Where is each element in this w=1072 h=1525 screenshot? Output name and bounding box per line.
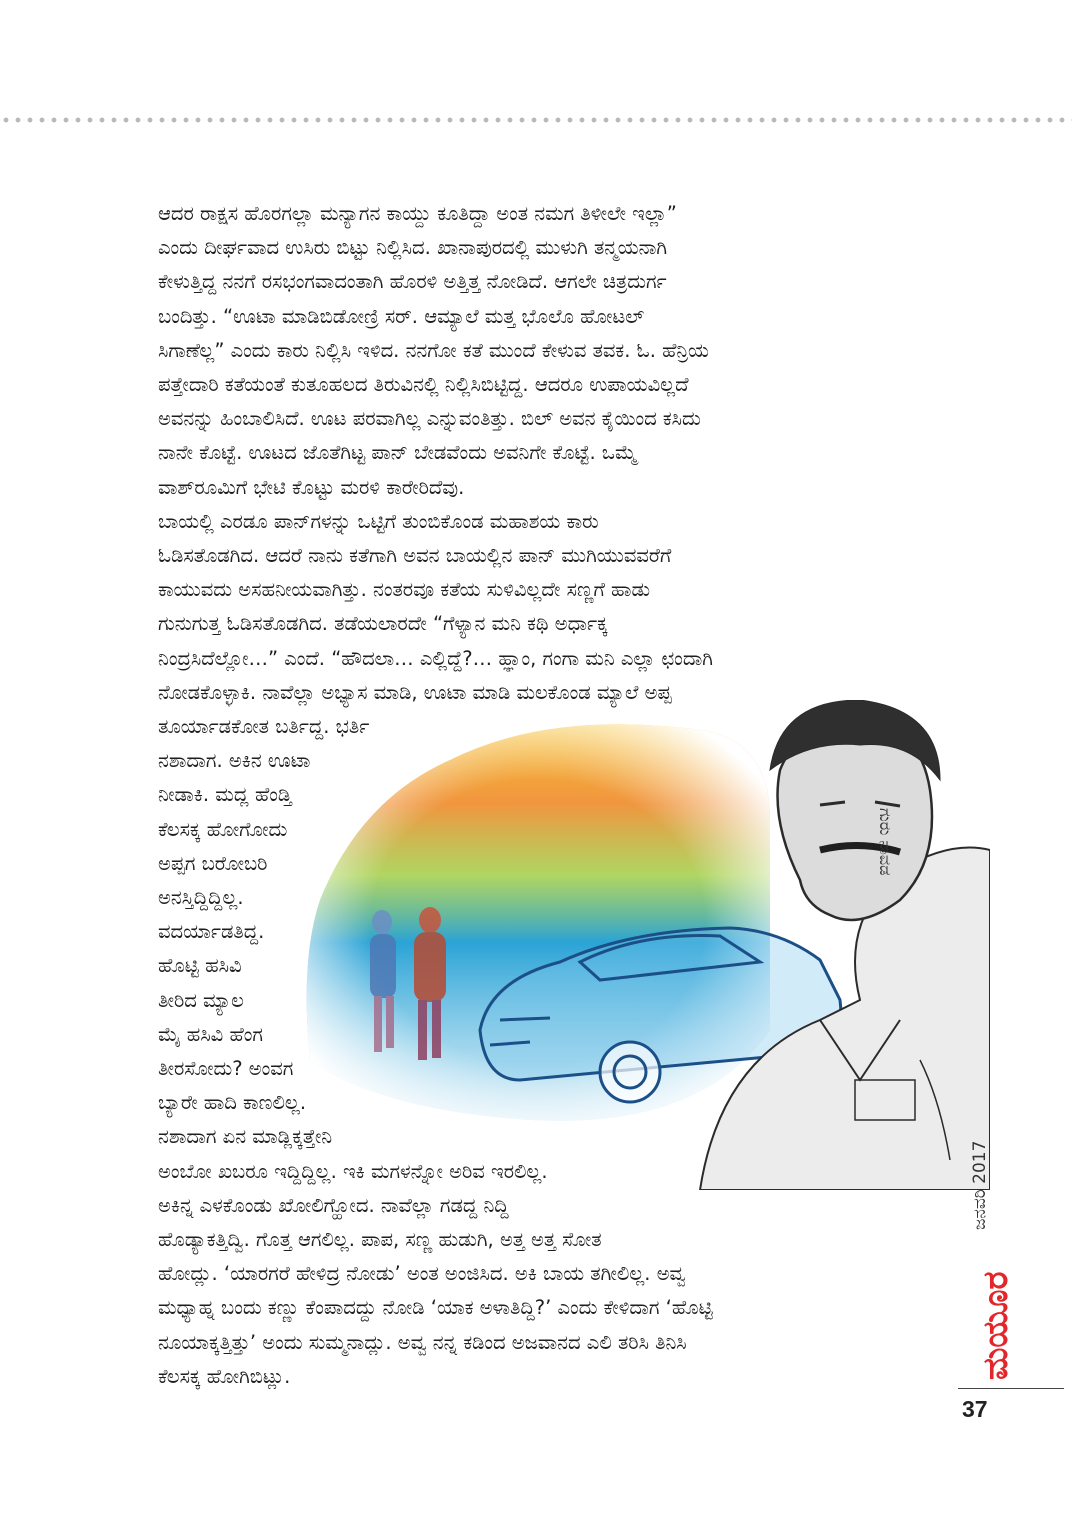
article-line: ಮೈ ಹಸಿವಿ ಹೆಂಗ [158, 1022, 263, 1046]
magazine-name: ಮಯೂರ [976, 1271, 1016, 1380]
article-line: ನೋಡಕೊಳ್ಳಾಕಿ. ನಾವೆಲ್ಲಾ ಅಭ್ಯಾಸ ಮಾಡಿ, ಊಟಾ ಮಾಡಿ ಮಲಕೊಂಡ ಮ್ಯಾಲೆ ಅಪ್ಪ [158, 680, 672, 704]
article-line: ಬಾಯಲ್ಲಿ ಎರಡೂ ಪಾನ್‌ಗಳನ್ನು ಒಟ್ಟಿಗೆ ತುಂಬಿಕೊಂಡ ಮಹಾಶಯ ಕಾರು [158, 509, 599, 533]
article-line: ಅವನನ್ನು ಹಿಂಬಾಲಿಸಿದೆ. ಊಟ ಪರವಾಗಿಲ್ಲ ಎನ್ನುವಂತಿತ್ತು. ಬಿಲ್ ಅವನ ಕೈಯಿಂದ ಕಸಿದು [158, 407, 701, 431]
article-line: ಅಕಿನ್ನ ಎಳಕೊಂಡು ಖೋಲಿಗ್ಹೋದ. ನಾವೆಲ್ಲಾ ಗಡದ್ದ ನಿದ್ದಿ [158, 1193, 509, 1217]
article-line: ಕೇಳುತ್ತಿದ್ದ ನನಗೆ ರಸಭಂಗವಾದಂತಾಗಿ ಹೊರಳಿ ಅತ್ತಿತ್ತ ನೋಡಿದೆ. ಆಗಲೇ ಚಿತ್ರದುರ್ಗ [158, 270, 667, 294]
article-line: ನೂಯಾಕ್ಕತ್ತಿತ್ತು’ ಅಂದು ಸುಮ್ಮನಾದ್ಲು. ಅವ್ವ ನನ್ನ ಕಡಿಂದ ಅಜವಾನದ ಎಲಿ ತರಿಸಿ ತಿನಿಸಿ [158, 1330, 687, 1354]
article-line: ಕೆಲಸಕ್ಕ ಹೋಗೋದು [158, 817, 288, 841]
article-line: ಸಿಗಾಣೆಲ್ಲ” ಎಂದು ಕಾರು ನಿಲ್ಲಿಸಿ ಇಳಿದ. ನನಗೋ ಕತೆ ಮುಂದೆ ಕೇಳುವ ತವಕ. ಓ. ಹೆನ್ರಿಯ [158, 338, 709, 362]
article-line: ಬ್ಯಾರೇ ಹಾದಿ ಕಾಣಲಿಲ್ಲ. [158, 1091, 307, 1115]
article-line: ಓಡಿಸತೊಡಗಿದ. ಆದರೆ ನಾನು ಕತೆಗಾಗಿ ಅವನ ಬಾಯಲ್ಲಿನ ಪಾನ್ ಮುಗಿಯುವವರೆಗೆ [158, 544, 672, 567]
article-line: ತೀರಿದ ಮ್ಯಾಲ [158, 988, 244, 1012]
article-line: ಹೋದ್ಲು. ‘ಯಾರಗರೆ ಹೇಳಿದ್ರ ನೋಡು’ ಅಂತ ಅಂಜಿಸಿದ. ಅಕಿ ಬಾಯ ತಗೀಲಿಲ್ಲ. ಅವ್ವ [158, 1262, 686, 1286]
article-line: ಎಂದು ದೀರ್ಘವಾದ ಉಸಿರು ಬಿಟ್ಟು ನಿಲ್ಲಿಸಿದ. ಖಾನಾಪುರದಲ್ಲಿ ಮುಳುಗಿ ತನ್ಮಯನಾಗಿ [158, 236, 668, 260]
article-line: ಗುನುಗುತ್ತ ಓಡಿಸತೊಡಗಿದ. ತಡೆಯಲಾರದೇ “ಗೆಳ್ಯಾನ ಮನಿ ಕಥಿ ಅರ್ಧಾಕ್ಕ [158, 612, 608, 636]
article-line: ನಶಾದಾಗ ಏನ ಮಾಡ್ಲಿಕ್ಕತ್ತೇನಿ [158, 1125, 333, 1149]
illustration-man-and-car [300, 700, 990, 1190]
article-line: ನೀಡಾಕಿ. ಮದ್ಲ ಹೆಂಡ್ತಿ [158, 783, 292, 807]
article-line: ತೂರ್ಯಾಡಕೋತ ಬರ್ತಿದ್ದ. ಭರ್ತಿ [158, 715, 370, 738]
article-line: ನಶಾದಾಗ. ಅಕಿನ ಊಟಾ [158, 749, 311, 773]
top-dotted-rule [0, 116, 1072, 124]
article-line: ವದರ್ಯಾಡತಿದ್ದ. [158, 920, 265, 944]
article-line: ವಾಶ್‌ರೂಮಿಗೆ ಭೇಟಿ ಕೊಟ್ಟು ಮರಳಿ ಕಾರೇರಿದೆವು. [158, 475, 465, 499]
issue-date: ಜನವರಿ 2017 [970, 1140, 990, 1230]
article-line: ಕಾಯುವದು ಅಸಹನೀಯವಾಗಿತ್ತು. ನಂತರವೂ ಕತೆಯ ಸುಳಿವಿಲ್ಲದೇ ಸಣ್ಣಗೆ ಹಾಡು [158, 578, 651, 602]
page-number: 37 [962, 1396, 988, 1422]
article-line: ಆದರ ರಾಕ್ಷಸ ಹೊರಗಲ್ಲಾ ಮನ್ಯಾಗನ ಕಾಯ್ದು ಕೂತಿದ್ದಾ ಅಂತ ನಮಗ ತಿಳೀಲೇ ಇಲ್ಲಾ” [158, 202, 677, 225]
article-line: ತೀರಸೋದು? ಅಂವಗ [158, 1057, 294, 1080]
article-line: ಮಧ್ಯಾಹ್ನ ಬಂದು ಕಣ್ಣು ಕೆಂಪಾದದ್ದು ನೋಡಿ ‘ಯಾಕ ಅಳಾತಿದ್ದಿ?’ ಎಂದು ಕೇಳಿದಾಗ ‘ಹೊಟ್ಟಿ [158, 1296, 713, 1320]
article-line: ಪತ್ತೇದಾರಿ ಕತೆಯಂತೆ ಕುತೂಹಲದ ತಿರುವಿನಲ್ಲಿ ನಿಲ್ಲಿಸಿಬಿಟ್ಟಿದ್ದ. ಆದರೂ ಉಪಾಯವಿಲ್ಲದೆ [158, 373, 689, 396]
article-line: ನಿಂದ್ರಸಿದೆಲ್ಲೋ…” ಎಂದೆ. “ಹೌದಲಾ… ಎಲ್ಲಿದ್ದೆ?… ಹ್ಞಾಂ, ಗಂಗಾ ಮನಿ ಎಲ್ಲಾ ಛಂದಾಗಿ [158, 646, 713, 670]
artist-signature: ಗುರು ನಾವಡ [876, 808, 895, 876]
article-line: ಅನಸ್ತಿದ್ದಿದ್ದಿಲ್ಲ. [158, 886, 244, 909]
article-line: ಅಂಬೋ ಖಬರೂ ಇದ್ದಿದ್ದಿಲ್ಲ. ಇಕಿ ಮಗಳನ್ನೋ ಅರಿವ ಇರಲಿಲ್ಲ. [158, 1159, 548, 1183]
page-number-rule [958, 1388, 1064, 1389]
article-line: ಹೊಟ್ಟಿ ಹಸಿವಿ [158, 954, 242, 978]
article-line: ಹೊಡ್ಯಾಕತ್ತಿದ್ವಿ. ಗೊತ್ತ ಆಗಲಿಲ್ಲ. ಪಾಪ, ಸಣ್ಣ ಹುಡುಗಿ, ಅತ್ತ ಅತ್ತ ಸೋತ [158, 1228, 602, 1251]
article-line: ಬಂದಿತ್ತು. “ಊಟಾ ಮಾಡಿಬಿಡೋಣ್ರಿ ಸರ್. ಆಮ್ಯಾಲೆ ಮತ್ತ ಭೊಲೊ ಹೋಟಲ್ [158, 304, 645, 328]
article-line: ಅಪ್ಪಗ ಬರೋಬರಿ [158, 851, 268, 875]
article-line: ಕೆಲಸಕ್ಕ ಹೋಗಿಬಿಟ್ಲು. [158, 1364, 291, 1388]
article-line: ನಾನೇ ಕೊಟ್ಟೆ. ಊಟದ ಜೊತೆಗಿಟ್ಟ ಪಾನ್ ಬೇಡವೆಂದು ಅವನಿಗೇ ಕೊಟ್ಟೆ. ಒಮ್ಮೆ [158, 441, 637, 465]
